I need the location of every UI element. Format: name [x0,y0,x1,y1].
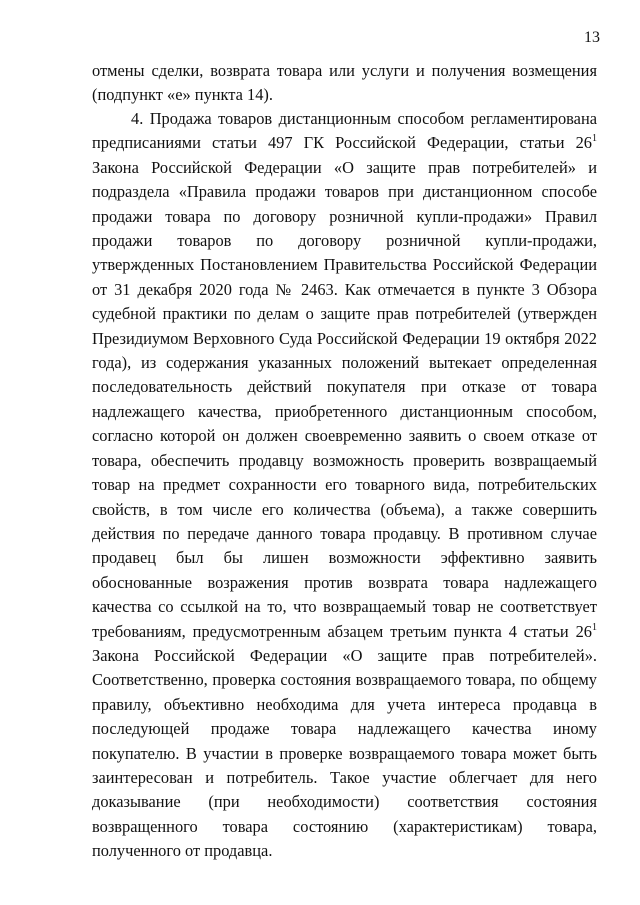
paragraph-4 [92,107,597,864]
page-number: 13 [584,29,600,46]
superscript-1: 1 [592,133,597,145]
superscript-2: 1 [592,621,597,633]
paragraph-4-part3: Закона Российской Федерации «О защите прав потребителей». Соответственно, проверка состояния возвращаемого товара, по общему правилу, объективно необходима для учета интереса продавца в последующей продаже товара надлежащего качества иному покупателю. В участии в проверке возвращаемого товара может быть заинтересован и потребитель. Такое участие облегчает для него доказывание (при необходимости) соответствия состояния возвращенного товара состоянию (характеристикам) товара, полученного от продавца. [92,645,597,861]
paragraph-4-part1: 4. Продажа товаров дистанционным способом регламентирована предписаниями статьи 497 ГК Российской Федерации, статьи 26 [92,109,597,153]
paragraph-4-part2: Закона Российской Федерации «О защите прав потребителей» и подраздела «Правила продажи товаров при дистанционном способе продажи товара по договору розничной купли-продажи» Правил продажи товаров по договору розничной купли-продажи, утвержденных Постановлением Правительства Российской Федерации от 31 декабря 2020 года № 2463. Как отмечается в пункте 3 Обзора судебной практики по делам о защите прав потребителей (утвержден Президиумом Верховного Суда Российской Федерации 19 октября 2022 года), из содержания указанных положений вытекает определенная последовательность действий покупателя при отказе от товара надлежащего качества, приобретенного дистанционным способом, согласно которой он должен своевременно заявить о своем отказе от товара, обеспечить продавцу возможность проверить возвращаемый товар на предмет сохранности его товарного вида, потребительских свойств, в том числе его количества (объема), а также совершить действия по передаче данного товара продавцу. В противном случае продавец был бы лишен возможности эффективно заявить обоснованные возражения против возврата товара надлежащего качества со ссылкой на то, что возвращаемый товар не соответствует требованиям, предусмотренным абзацем третьим пункта 4 статьи 26 [92,157,597,641]
paragraph-continued: отмены сделки, возврата товара или услуги и получения возмещения (подпункт «е» пункта 14). [92,61,597,105]
